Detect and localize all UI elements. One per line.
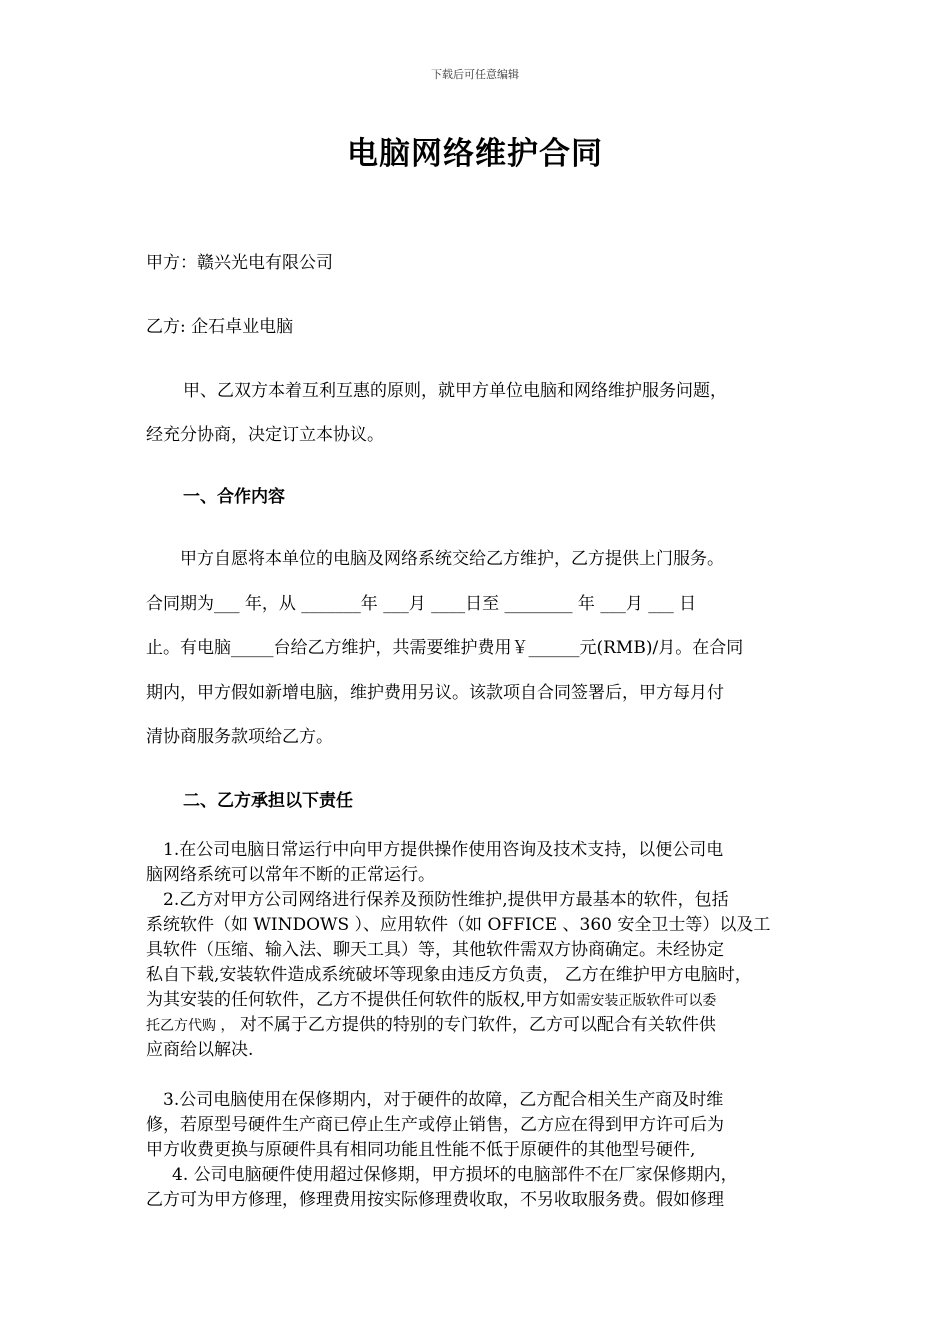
item-text: 为其安装的任何软件，乙方不提供任何软件的版权,甲方如 [146, 990, 577, 1010]
party-b: 乙方: 企石卓业电脑 [146, 317, 294, 337]
item-line: 具软件（压缩、输入法、聊天工具）等，其他软件需双方协商确定。未经协定 [146, 940, 724, 960]
item-text: 对不属于乙方提供的特别的专门软件，乙方可以配合有关软件供 [234, 1015, 716, 1035]
section-heading: 二、乙方承担以下责任 [183, 791, 353, 811]
item-line: 修，若原型号硬件生产商已停止生产或停止销售，乙方应在得到甲方许可后为 [146, 1115, 724, 1135]
item-line: 甲方收费更换与原硬件具有相同功能且性能不低于原硬件的其他型号硬件, [146, 1140, 696, 1160]
item-line: 2.乙方对甲方公司网络进行保养及预防性维护,提供甲方最基本的软件，包括 [163, 890, 729, 910]
item-text-small: 需安装正版软件可以委 [576, 993, 717, 1009]
item-line [146, 1010, 716, 1035]
intro-line: 甲、乙双方本着互利互惠的原则，就甲方单位电脑和网络维护服务问题， [183, 381, 727, 401]
section-line: 期内，甲方假如新增电脑，维护费用另议。该款项自合同签署后，甲方每月付 [146, 683, 724, 703]
section-line: 合同期为___ 年，从 _______年 ___月 ____日至 ________ 年 ___月 ___ 日 [146, 594, 697, 614]
item-text-small: 托乙方代购 ， [146, 1018, 235, 1034]
header-note: 下载后可任意编辑 [431, 68, 519, 81]
item-line [146, 985, 716, 1010]
intro-line: 经充分协商，决定订立本协议。 [146, 425, 384, 445]
item-line: 1.在公司电脑日常运行中向甲方提供操作使用咨询及技术支持，以便公司电 [163, 840, 724, 860]
item-line: 3.公司电脑使用在保修期内，对于硬件的故障，乙方配合相关生产商及时维 [163, 1090, 724, 1110]
item-line: 应商给以解决. [146, 1040, 254, 1060]
section-line: 清协商服务款项给乙方。 [146, 727, 333, 747]
item-line: 乙方可为甲方修理，修理费用按实际修理费收取，不另收取服务费。假如修理 [146, 1190, 724, 1210]
section-line: 甲方自愿将本单位的电脑及网络系统交给乙方维护，乙方提供上门服务。 [180, 549, 724, 569]
party-a: 甲方：赣兴光电有限公司 [146, 253, 333, 273]
item-line: 系统软件（如 WINDOWS ）、应用软件（如 OFFICE 、360 安全卫士等）以及工 [146, 915, 771, 935]
item-line: 脑网络系统可以常年不断的正常运行。 [146, 865, 435, 885]
section-heading: 一、合作内容 [183, 487, 285, 507]
section-line: 止。有电脑_____台给乙方维护，共需要维护费用￥______元(RMB)/月。在合同 [146, 638, 744, 658]
document-title: 电脑网络维护合同 [347, 136, 603, 172]
item-line: 4. 公司电脑硬件使用超过保修期，甲方损坏的电脑部件不在厂家保修期内， [172, 1165, 738, 1185]
item-line: 私自下载,安装软件造成系统破坏等现象由违反方负责， 乙方在维护甲方电脑时， [146, 965, 752, 985]
